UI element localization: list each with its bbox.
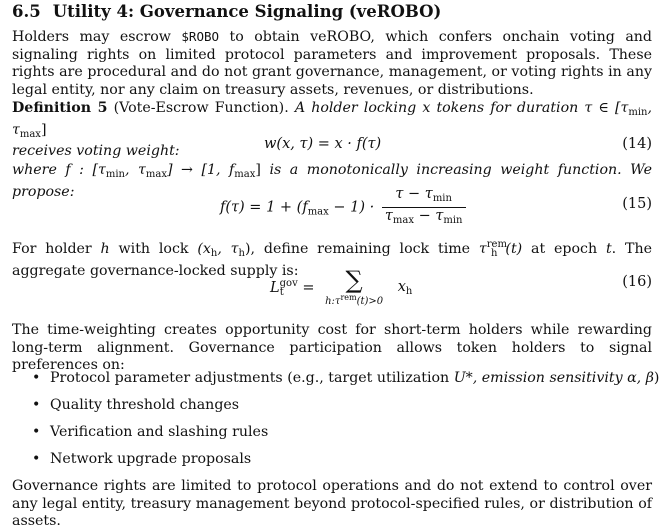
eq16-tag: (16) [622,274,652,290]
math-close: ] [40,121,47,138]
holder-c: , define remaining lock time [250,241,479,257]
holder-lock-end: ) [244,241,251,257]
math-max-2: max [145,169,167,180]
list-item: • Network upgrade proposals [32,451,252,467]
holder-epoch: t [605,241,612,257]
holder-b: with lock [109,241,198,257]
holder-rem: rem [486,239,507,250]
section-number: 6.5 [12,2,41,21]
equation-14 [12,136,652,156]
eq15-num-sub: min [432,193,452,204]
token-symbol: $ROBO [181,29,220,44]
bullet-icon: • [32,451,41,467]
equation-16 [12,268,652,312]
eq15-den-sub1: max [392,215,414,226]
eq15-lhs-rest: − 1) · [328,199,375,216]
holder-e: . The aggregate governance-locked supply is: [12,241,653,279]
math-comma-tau-2: , τ [124,162,146,178]
weighting-paragraph: The time-weighting creates opportunity cost for short-term holders while rewarding long-term alignment. Governance participation allows token holders to signal preferences on: [12,322,652,373]
math-max-3: max [234,169,256,180]
math-comma-tau: , τ [12,100,653,138]
intro-rest: to obtain veROBO, which confers onchain voting and signaling rights on limited protocol parameters and improvement proposals. These rights are procedural and do not grant governance, management, or voting rights in any legal entity, nor any claim on treasury assets, revenues, or distributions. [12,29,652,98]
eq14-body: w(x, τ) = x · f(τ) [264,136,382,152]
bullet-math: U*, emission sensitivity α, β [453,370,654,386]
eq15-lhs-sub: max [307,206,329,218]
holder-lock-sub1: h [210,248,218,259]
holder-tau: τ [478,241,487,257]
holder-a: For holder [12,241,101,257]
eq16-lhs: L [270,280,280,296]
list-item: • Protocol parameter adjustments (e.g., target utilization U*, emission sensitivity α, β) [32,370,660,386]
definition-statement-a: A holder locking [294,100,423,116]
math-close-2: ] [255,162,261,178]
eq16-under: $h:\tau^{rem}(t)>0$ [325,293,384,307]
eq16-lhs-sup: gov [279,278,298,289]
math-tau-in: τ ∈ [τ [584,100,629,116]
section-title-text: Utility 4: Governance Signaling (veROBO) [52,2,442,21]
bullet-icon: • [32,397,41,413]
where-a: where [12,162,66,178]
list-item: • Quality threshold changes [32,397,240,413]
section-heading [12,2,441,21]
holder-d: at epoch [522,241,606,257]
definition-statement-c: receives voting weight: [12,143,180,159]
eq15-den: τ [384,208,393,224]
holder-lock: (x [197,241,211,257]
sigma-icon: ∑ [345,266,363,294]
holder-h: h [100,241,110,257]
eq15-lhs: f(τ) = 1 + (f [220,199,308,216]
holder-t: (t) [505,241,523,257]
math-x: x [422,100,431,116]
definition-label: Definition 5 [12,100,108,116]
definition-statement-b: tokens for duration [430,100,585,116]
equation-15 [12,186,652,226]
eq16-term: x [397,279,406,295]
eq15-den-mid: − τ [413,208,444,224]
math-f-map: f : [τ [65,162,106,178]
where-b: is a monotonically increasing weight function. We propose: [12,162,652,200]
eq16-equals: = [302,280,315,296]
eq15-fraction [382,186,466,229]
definition-name: (Vote-Escrow Function). [113,100,289,116]
holder-lock-mid: , τ [217,241,239,257]
eq16-lhs-sub: t [279,287,284,298]
list-item: • Verification and slashing rules [32,424,269,440]
eq14-tag: (14) [622,136,652,152]
eq15-num: τ − τ [395,186,433,202]
math-max: max [19,128,41,140]
eq15-den-sub2: min [443,215,463,226]
math-min-2: min [105,169,125,180]
math-arrow: ] → [1, f [166,162,235,178]
eq15-tag: (15) [622,196,652,212]
preference-list [12,370,659,478]
math-min: min [628,107,648,118]
eq16-term-sub: h [405,286,413,297]
bullet-icon: • [32,370,41,386]
holder-lock-sub2: h [238,248,245,259]
bullet-icon: • [32,424,41,440]
intro-paragraph [12,28,652,99]
holder-tau-sub: h [490,248,498,259]
intro-lead: Holders may escrow [12,29,182,45]
closing-paragraph: Governance rights are limited to protocol operations and do not extend to control over any legal entity, treasury management beyond protocol-specified rules, or distribution of assets. [12,478,652,529]
eq16-sum [319,268,389,308]
